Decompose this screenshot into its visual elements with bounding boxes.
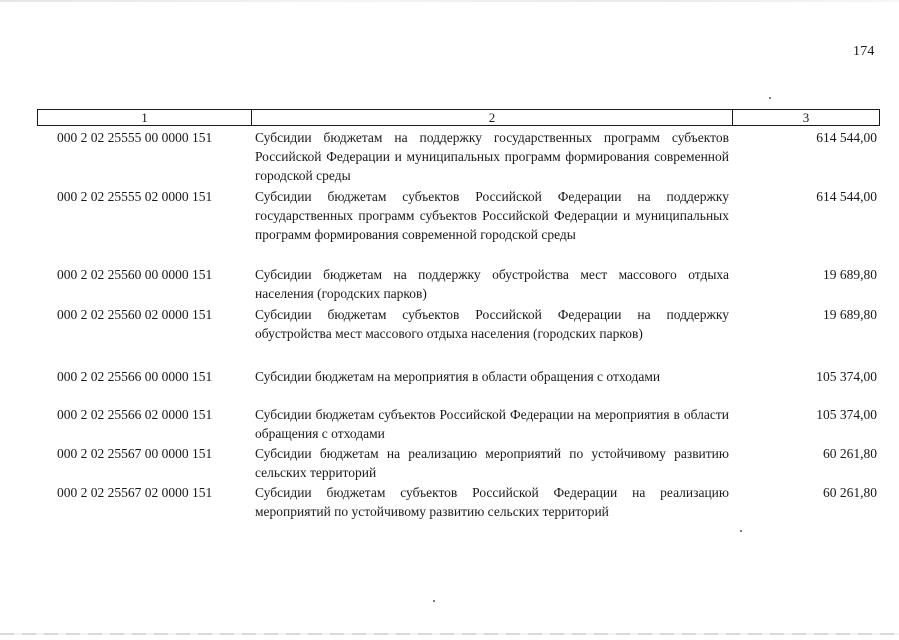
budget-code: 000 2 02 25566 00 0000 151 <box>57 369 213 384</box>
row-amount: 60 261,80 <box>823 485 877 500</box>
row-amount: 19 689,80 <box>823 307 877 322</box>
header-col-3: 3 <box>802 110 810 125</box>
row-description: Субсидии бюджетам субъектов Российской Федерации на реализацию мероприятий по устойчивому развитию сельских территорий <box>255 485 729 519</box>
header-col-1: 1 <box>38 110 252 125</box>
row-description: Субсидии бюджетам на поддержку обустройства мест массового отдыха населения (городских парков) <box>255 267 729 301</box>
row-description: Субсидии бюджетам на поддержку государственных программ субъектов Российской Федерации и муниципальных программ формирования современной городской среды <box>255 130 729 183</box>
scan-speck <box>433 600 435 602</box>
budget-code: 000 2 02 25560 02 0000 151 <box>57 307 213 322</box>
budget-code: 000 2 02 25555 00 0000 151 <box>57 130 213 145</box>
scan-edge-bottom <box>0 633 899 635</box>
row-description: Субсидии бюджетам субъектов Российской Федерации на поддержку государственных программ субъектов Российской Федерации и муниципальных программ формирования современной городской среды <box>255 189 729 242</box>
row-amount: 105 374,00 <box>816 407 877 422</box>
budget-code: 000 2 02 25566 02 0000 151 <box>57 407 213 422</box>
budget-code: 000 2 02 25560 00 0000 151 <box>57 267 213 282</box>
budget-code: 000 2 02 25555 02 0000 151 <box>57 189 213 204</box>
row-description: Субсидии бюджетам субъектов Российской Федерации на мероприятия в области обращения с отходами <box>255 407 729 441</box>
table-header <box>37 109 880 126</box>
row-amount: 60 261,80 <box>823 446 877 461</box>
row-amount: 19 689,80 <box>823 267 877 282</box>
scan-speck <box>769 97 771 99</box>
row-description: Субсидии бюджетам на реализацию мероприятий по устойчивому развитию сельских территорий <box>255 446 729 480</box>
row-amount: 614 544,00 <box>816 130 877 145</box>
row-amount: 105 374,00 <box>816 369 877 384</box>
row-description: Субсидии бюджетам субъектов Российской Федерации на поддержку обустройства мест массового отдыха населения (городских парков) <box>255 307 729 341</box>
header-col-2: 2 <box>252 110 733 125</box>
row-description: Субсидии бюджетам на мероприятия в области обращения с отходами <box>255 369 661 384</box>
budget-code: 000 2 02 25567 02 0000 151 <box>57 485 213 500</box>
scan-edge-top <box>0 0 899 2</box>
row-amount: 614 544,00 <box>816 189 877 204</box>
page-number: 174 <box>853 44 875 59</box>
budget-code: 000 2 02 25567 00 0000 151 <box>57 446 213 461</box>
scan-speck <box>740 530 742 532</box>
